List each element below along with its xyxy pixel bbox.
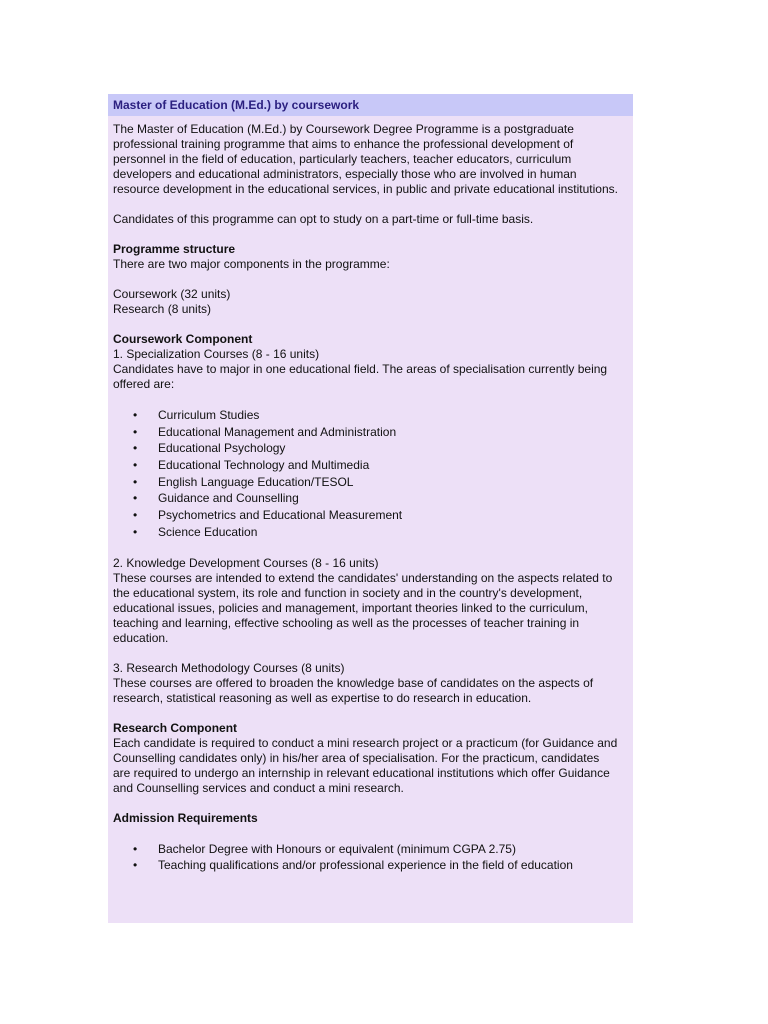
intro-paragraph: The Master of Education (M.Ed.) by Coursework Degree Programme is a postgraduate professional training programme that aims to enhance the professional development of personnel in the field of education, particularly teachers, teacher educators, curriculum developers and educational administrators, especially those who are involved in human resource development in the educational services, in public and private educational institutions. — [113, 122, 618, 196]
list-item: • Educational Technology and Multimedia — [133, 458, 370, 473]
study-basis-text: Candidates of this programme can opt to study on a part-time or full-time basis. — [113, 212, 534, 226]
list-item: • Educational Management and Administration — [133, 424, 397, 439]
bullet-icon: • — [133, 524, 138, 539]
list-item: • Psychometrics and Educational Measurement — [133, 508, 403, 523]
bullet-icon: • — [133, 474, 138, 489]
list-item: • Science Education — [133, 524, 258, 539]
research-text: Each candidate is required to conduct a mini research project or a practicum (for Guidance and Counselling candidates only) in his/her area of specialisation. For the practicum, candidates are required to undergo an internship in relevant educational institutions which offer Guidance and Counselling services and conduct a mini research. — [113, 735, 618, 795]
research-methods-text: These courses are offered to broaden the knowledge base of candidates on the aspects of research, statistical reasoning as well as expertise to do research in education. — [113, 675, 594, 705]
admission-heading: Admission Requirements — [113, 810, 258, 825]
bullet-icon: • — [133, 508, 138, 523]
knowledge-title: 2. Knowledge Development Courses (8 - 16 units) — [113, 555, 379, 570]
panel-content — [108, 116, 633, 874]
specialisation-list — [113, 407, 619, 541]
bullet-icon: • — [133, 441, 138, 456]
component-coursework: Coursework (32 units) — [113, 287, 231, 301]
research-heading: Research Component — [113, 720, 238, 735]
list-item: • Guidance and Counselling — [133, 491, 299, 506]
bullet-icon: • — [133, 408, 138, 422]
coursework-heading: Coursework Component — [113, 332, 253, 346]
knowledge-text: These courses are intended to extend the candidates' understanding on the aspects related to the educational system, its role and function in society and in the country's development, educational issues, policies and management, important theories linked to the curriculum, teaching and learning, effective schooling as well as the processes of teacher training in education. — [113, 570, 613, 645]
bullet-icon: • — [133, 841, 138, 856]
programme-structure-text: There are two major components in the programme: — [113, 257, 390, 271]
list-item: • Bachelor Degree with Honours or equivalent (minimum CGPA 2.75) — [133, 841, 516, 856]
bullet-icon: • — [133, 491, 138, 506]
admission-list — [113, 841, 619, 874]
programme-panel — [108, 94, 633, 923]
bullet-icon: • — [133, 458, 138, 473]
panel-title: Master of Education (M.Ed.) by coursework — [108, 94, 633, 116]
specialization-text: Candidates have to major in one educational field. The areas of specialisation currently being offered are: — [113, 362, 608, 391]
programme-structure-heading: Programme structure — [113, 242, 236, 256]
bullet-icon: • — [133, 424, 138, 439]
list-item: • Teaching qualifications and/or professional experience in the field of education — [133, 858, 573, 873]
list-item: • English Language Education/TESOL — [133, 474, 354, 489]
list-item: • Educational Psychology — [133, 441, 286, 456]
component-research: Research (8 units) — [113, 302, 212, 316]
list-item: • Curriculum Studies — [133, 408, 260, 422]
specialization-title: 1. Specialization Courses (8 - 16 units) — [113, 347, 320, 361]
research-methods-title: 3. Research Methodology Courses (8 units) — [113, 660, 345, 675]
bullet-icon: • — [133, 858, 138, 873]
